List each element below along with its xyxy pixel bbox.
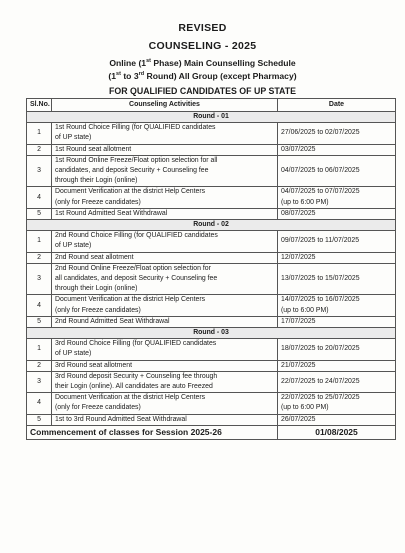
date-cell (278, 316, 396, 327)
serial-number: 5 (27, 316, 52, 327)
date-cell (278, 208, 396, 219)
activity-cell (52, 360, 278, 371)
date-line: 18/07/2025 to 20/07/2025 (281, 345, 360, 353)
table-row (27, 316, 396, 327)
doc-label-revised: REVISED (178, 22, 227, 34)
date-line: 08/07/2025 (281, 209, 316, 217)
activity-cell (52, 144, 278, 155)
table-row (27, 123, 396, 144)
activity-line: 1st to 3rd Round Admitted Seat Withdrawal (55, 415, 187, 423)
col-header-activity: Counseling Activities (52, 99, 278, 112)
date-line: 14/07/2025 to 16/07/2025 (281, 296, 360, 304)
table-row (27, 252, 396, 263)
activity-line: of UP state) (55, 350, 92, 358)
table-row (27, 187, 396, 208)
activity-line: Document Verification at the district Help Centers (55, 296, 206, 304)
serial-number: 3 (27, 155, 52, 187)
date-cell (278, 393, 396, 414)
table-row (27, 155, 396, 187)
col-header-sl: Sl.No. (27, 99, 52, 112)
serial-number: 4 (27, 187, 52, 208)
date-line: 09/07/2025 to 11/07/2025 (281, 237, 360, 245)
date-line: 03/07/2025 (281, 145, 316, 153)
date-line: (up to 6:00 PM) (281, 198, 329, 206)
date-line: 21/07/2025 (281, 361, 316, 369)
schedule-subtitle: Online (1st Phase) Main Counselling Schedule (109, 58, 296, 68)
date-cell (278, 187, 396, 208)
activity-line: (only for Freeze candidates) (55, 198, 141, 206)
doc-title: COUNSELING - 2025 (148, 40, 257, 52)
schedule-table (26, 98, 396, 440)
activity-line: through their Login (online) (55, 285, 138, 293)
round-title: Round - 02 (27, 220, 396, 231)
activity-line: of UP state) (55, 134, 92, 142)
commencement-row (27, 425, 396, 439)
table-row (27, 144, 396, 155)
table-row (27, 371, 396, 392)
activity-cell (52, 123, 278, 144)
date-line: (up to 6:00 PM) (281, 306, 329, 314)
activity-cell (52, 295, 278, 316)
table-row (27, 414, 396, 425)
commencement-label: Commencement of classes for Session 2025-26 (27, 425, 278, 439)
activity-line: through their Login (online) (55, 177, 138, 185)
round-header-row (27, 328, 396, 339)
round-title: Round - 03 (27, 328, 396, 339)
serial-number: 2 (27, 144, 52, 155)
date-cell (278, 339, 396, 360)
activity-cell (52, 339, 278, 360)
date-line: 26/07/2025 (281, 415, 316, 423)
date-line: 17/07/2025 (281, 317, 316, 325)
commencement-date: 01/08/2025 (278, 425, 396, 439)
activity-line: 3rd Round deposit Security + Counseling fee through (55, 372, 218, 380)
date-cell (278, 123, 396, 144)
date-cell (278, 360, 396, 371)
activity-line: 1st Round Choice Filling (for QUALIFIED candidates (55, 124, 216, 132)
date-line: 04/07/2025 to 07/07/2025 (281, 188, 360, 196)
table-row (27, 208, 396, 219)
activity-line: 2nd Round Choice Filling (for QUALIFIED candidates (55, 232, 218, 240)
activity-cell (52, 155, 278, 187)
serial-number: 4 (27, 295, 52, 316)
table-row (27, 393, 396, 414)
serial-number: 5 (27, 414, 52, 425)
activity-line: 1st Round seat allotment (55, 145, 132, 153)
activity-cell (52, 393, 278, 414)
activity-line: 3rd Round seat allotment (55, 361, 132, 369)
table-row (27, 360, 396, 371)
activity-line: Document Verification at the district Help Centers (55, 394, 206, 402)
activity-cell (52, 414, 278, 425)
table-row (27, 339, 396, 360)
activity-cell (52, 263, 278, 295)
activity-line: 1st Round Admitted Seat Withdrawal (55, 209, 168, 217)
serial-number: 3 (27, 263, 52, 295)
activity-cell (52, 187, 278, 208)
serial-number: 3 (27, 371, 52, 392)
date-line: 12/07/2025 (281, 253, 316, 261)
date-cell (278, 155, 396, 187)
serial-number: 1 (27, 123, 52, 144)
date-line: (up to 6:00 PM) (281, 404, 329, 412)
table-row (27, 231, 396, 252)
serial-number: 4 (27, 393, 52, 414)
serial-number: 5 (27, 208, 52, 219)
date-line: 04/07/2025 to 06/07/2025 (281, 167, 360, 175)
activity-cell (52, 208, 278, 219)
serial-number: 2 (27, 360, 52, 371)
table-header-row (27, 99, 396, 112)
date-line: 13/07/2025 to 15/07/2025 (281, 275, 360, 283)
date-cell (278, 263, 396, 295)
date-cell (278, 414, 396, 425)
date-cell (278, 252, 396, 263)
round-header-row (27, 112, 396, 123)
serial-number: 2 (27, 252, 52, 263)
eligibility-heading: FOR QUALIFIED CANDIDATES OF UP STATE (108, 86, 296, 96)
activity-line: 2nd Round seat allotment (55, 253, 134, 261)
activity-line: 2nd Round Admitted Seat Withdrawal (55, 317, 170, 325)
activity-line: (only for Freeze candidates) (55, 404, 141, 412)
activity-cell (52, 231, 278, 252)
activity-line: (only for Freeze candidates) (55, 306, 141, 314)
table-row (27, 295, 396, 316)
activity-line: 3rd Round Choice Filling (for QUALIFIED candidates (55, 340, 217, 348)
round-title: Round - 01 (27, 112, 396, 123)
date-cell (278, 144, 396, 155)
activity-line: candidates, and deposit Security + Counseling fee (55, 167, 209, 175)
date-line: 22/07/2025 to 24/07/2025 (281, 377, 360, 385)
activity-line: Document Verification at the district Help Centers (55, 188, 206, 196)
date-line: 22/07/2025 to 25/07/2025 (281, 394, 360, 402)
date-line: 27/06/2025 to 02/07/2025 (281, 129, 360, 137)
table-row (27, 263, 396, 295)
activity-cell (52, 252, 278, 263)
schedule-scope: (1st to 3rd Round) All Group (except Pharmacy) (108, 71, 297, 81)
round-header-row (27, 220, 396, 231)
serial-number: 1 (27, 339, 52, 360)
activity-line: 1st Round Online Freeze/Float option selection for all (55, 156, 218, 164)
activity-line: all candidates, and deposit Security + Counseling fee (55, 275, 218, 283)
activity-cell (52, 371, 278, 392)
activity-line: their Login (online). All candidates are auto Freezed (55, 383, 213, 391)
activity-line: 2nd Round Online Freeze/Float option selection for (55, 264, 211, 272)
col-header-date: Date (278, 99, 396, 112)
serial-number: 1 (27, 231, 52, 252)
date-cell (278, 371, 396, 392)
activity-line: of UP state) (55, 242, 92, 250)
activity-cell (52, 316, 278, 327)
date-cell (278, 295, 396, 316)
date-cell (278, 231, 396, 252)
